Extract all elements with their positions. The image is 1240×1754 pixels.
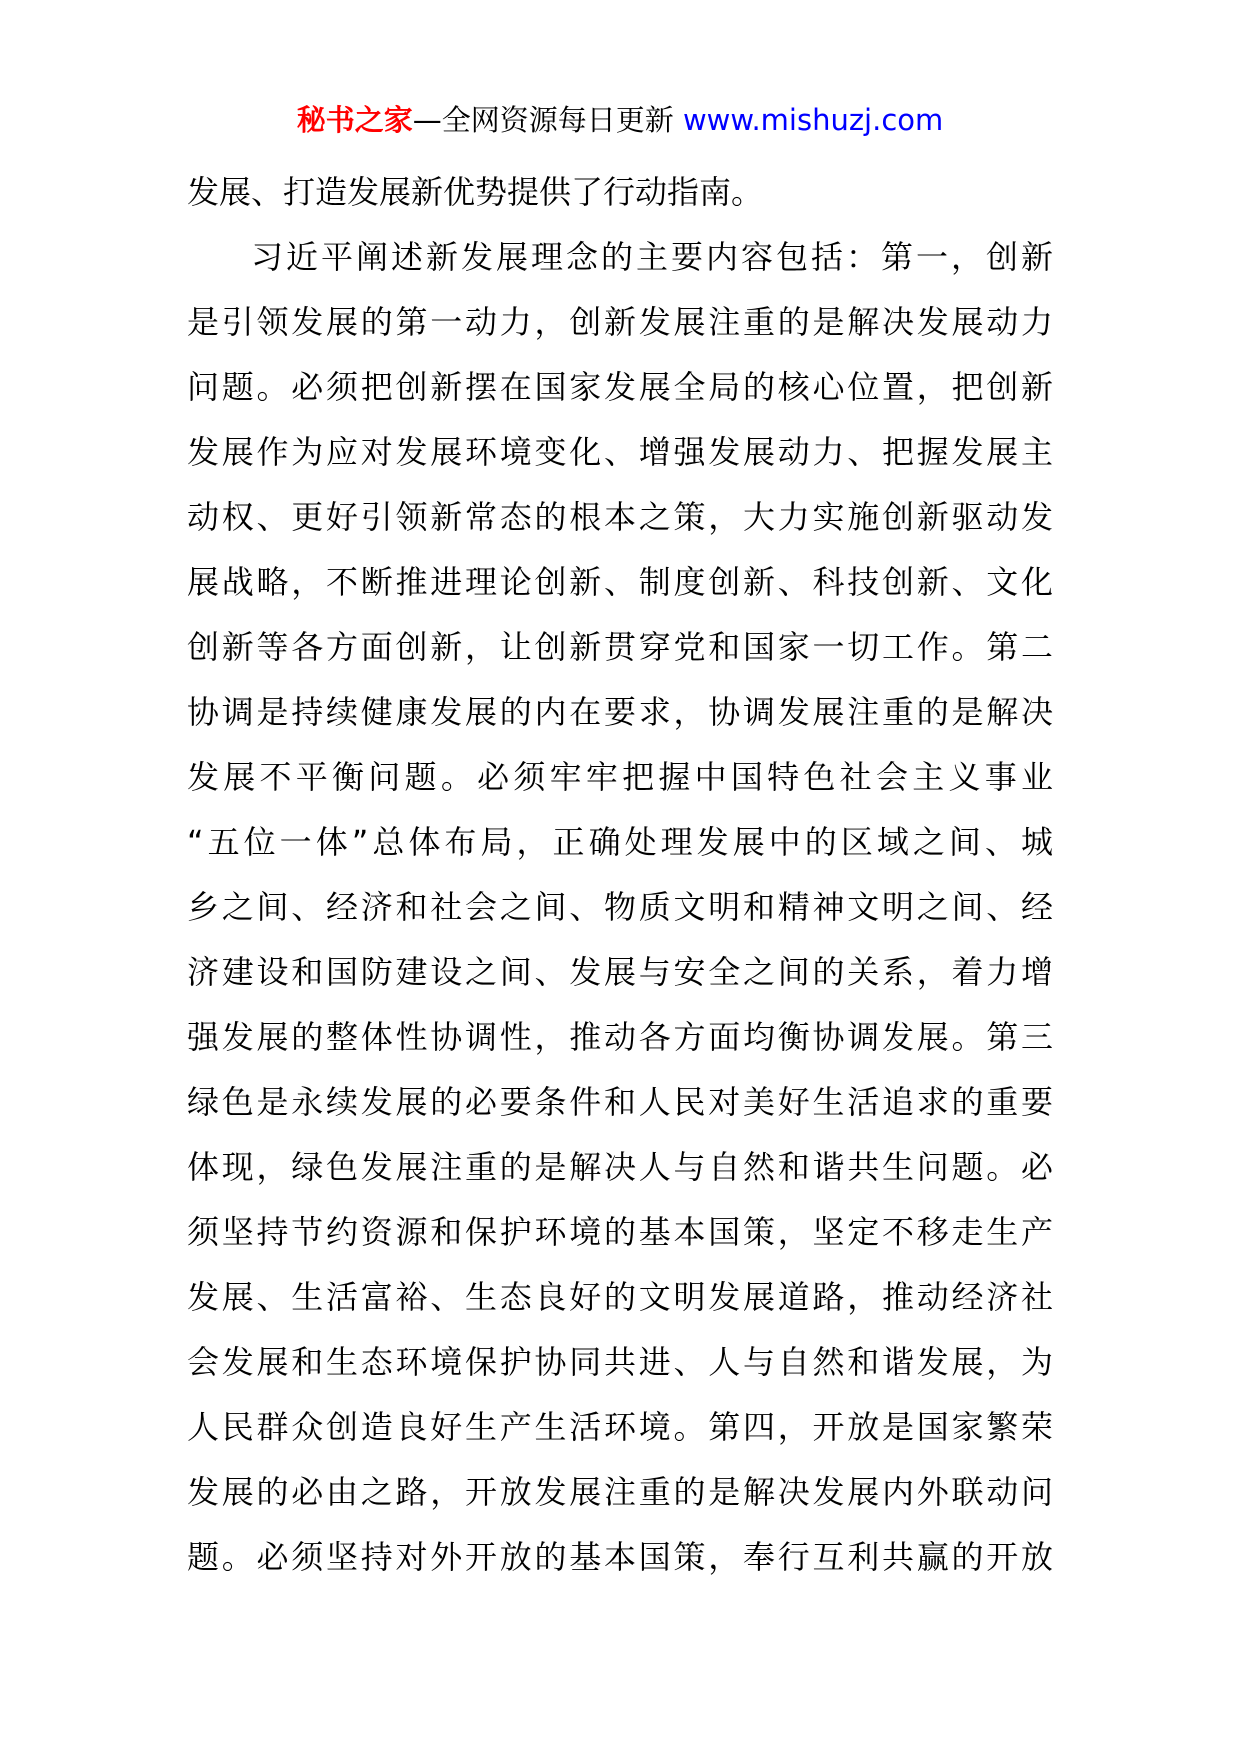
text-line: 创新等各方面创新，让创新贯穿党和国家一切工作。第二: [187, 628, 1053, 666]
page-header: [0, 100, 1240, 140]
site-url-link[interactable]: www.mishuzj.com: [682, 103, 944, 137]
text-line: 是引领发展的第一动力，创新发展注重的是解决发展动力: [187, 303, 1053, 341]
document-body: [187, 160, 1053, 1590]
header-tagline: —全网资源每日更新: [412, 103, 683, 137]
text-line: 强发展的整体性协调性，推动各方面均衡协调发展。第三: [187, 1018, 1053, 1056]
text-line: 会发展和生态环境保护协同共进、人与自然和谐发展，为: [187, 1343, 1053, 1381]
text-line: 问题。必须把创新摆在国家发展全局的核心位置，把创新: [187, 368, 1053, 406]
text-line: 发展作为应对发展环境变化、增强发展动力、把握发展主: [187, 433, 1053, 471]
text-line: 绿色是永续发展的必要条件和人民对美好生活追求的重要: [187, 1083, 1053, 1121]
text-line: 发展不平衡问题。必须牢牢把握中国特色社会主义事业: [187, 758, 1053, 796]
text-line: 须坚持节约资源和保护环境的基本国策，坚定不移走生产: [187, 1213, 1053, 1251]
text-line: 发展的必由之路，开放发展注重的是解决发展内外联动问: [187, 1473, 1053, 1511]
text-line: “五位一体”总体布局，正确处理发展中的区域之间、城: [187, 823, 1053, 861]
text-line: 展战略，不断推进理论创新、制度创新、科技创新、文化: [187, 563, 1053, 601]
text-line: 人民群众创造良好生产生活环境。第四，开放是国家繁荣: [187, 1408, 1053, 1446]
text-line: 发展、打造发展新优势提供了行动指南。: [187, 173, 764, 211]
text-line: 体现，绿色发展注重的是解决人与自然和谐共生问题。必: [187, 1148, 1053, 1186]
text-line: 动权、更好引领新常态的根本之策，大力实施创新驱动发: [187, 498, 1053, 536]
text-line: 发展、生活富裕、生态良好的文明发展道路，推动经济社: [187, 1278, 1053, 1316]
brand-name: 秘书之家: [296, 103, 413, 137]
text-line: 题。必须坚持对外开放的基本国策，奉行互利共赢的开放: [187, 1538, 1053, 1576]
paragraph-first-line: 习近平阐述新发展理念的主要内容包括：第一，创新: [251, 238, 1053, 276]
text-line: 协调是持续健康发展的内在要求，协调发展注重的是解决: [187, 693, 1053, 731]
text-line: 乡之间、经济和社会之间、物质文明和精神文明之间、经: [187, 888, 1053, 926]
text-line: 济建设和国防建设之间、发展与安全之间的关系，着力增: [187, 953, 1053, 991]
